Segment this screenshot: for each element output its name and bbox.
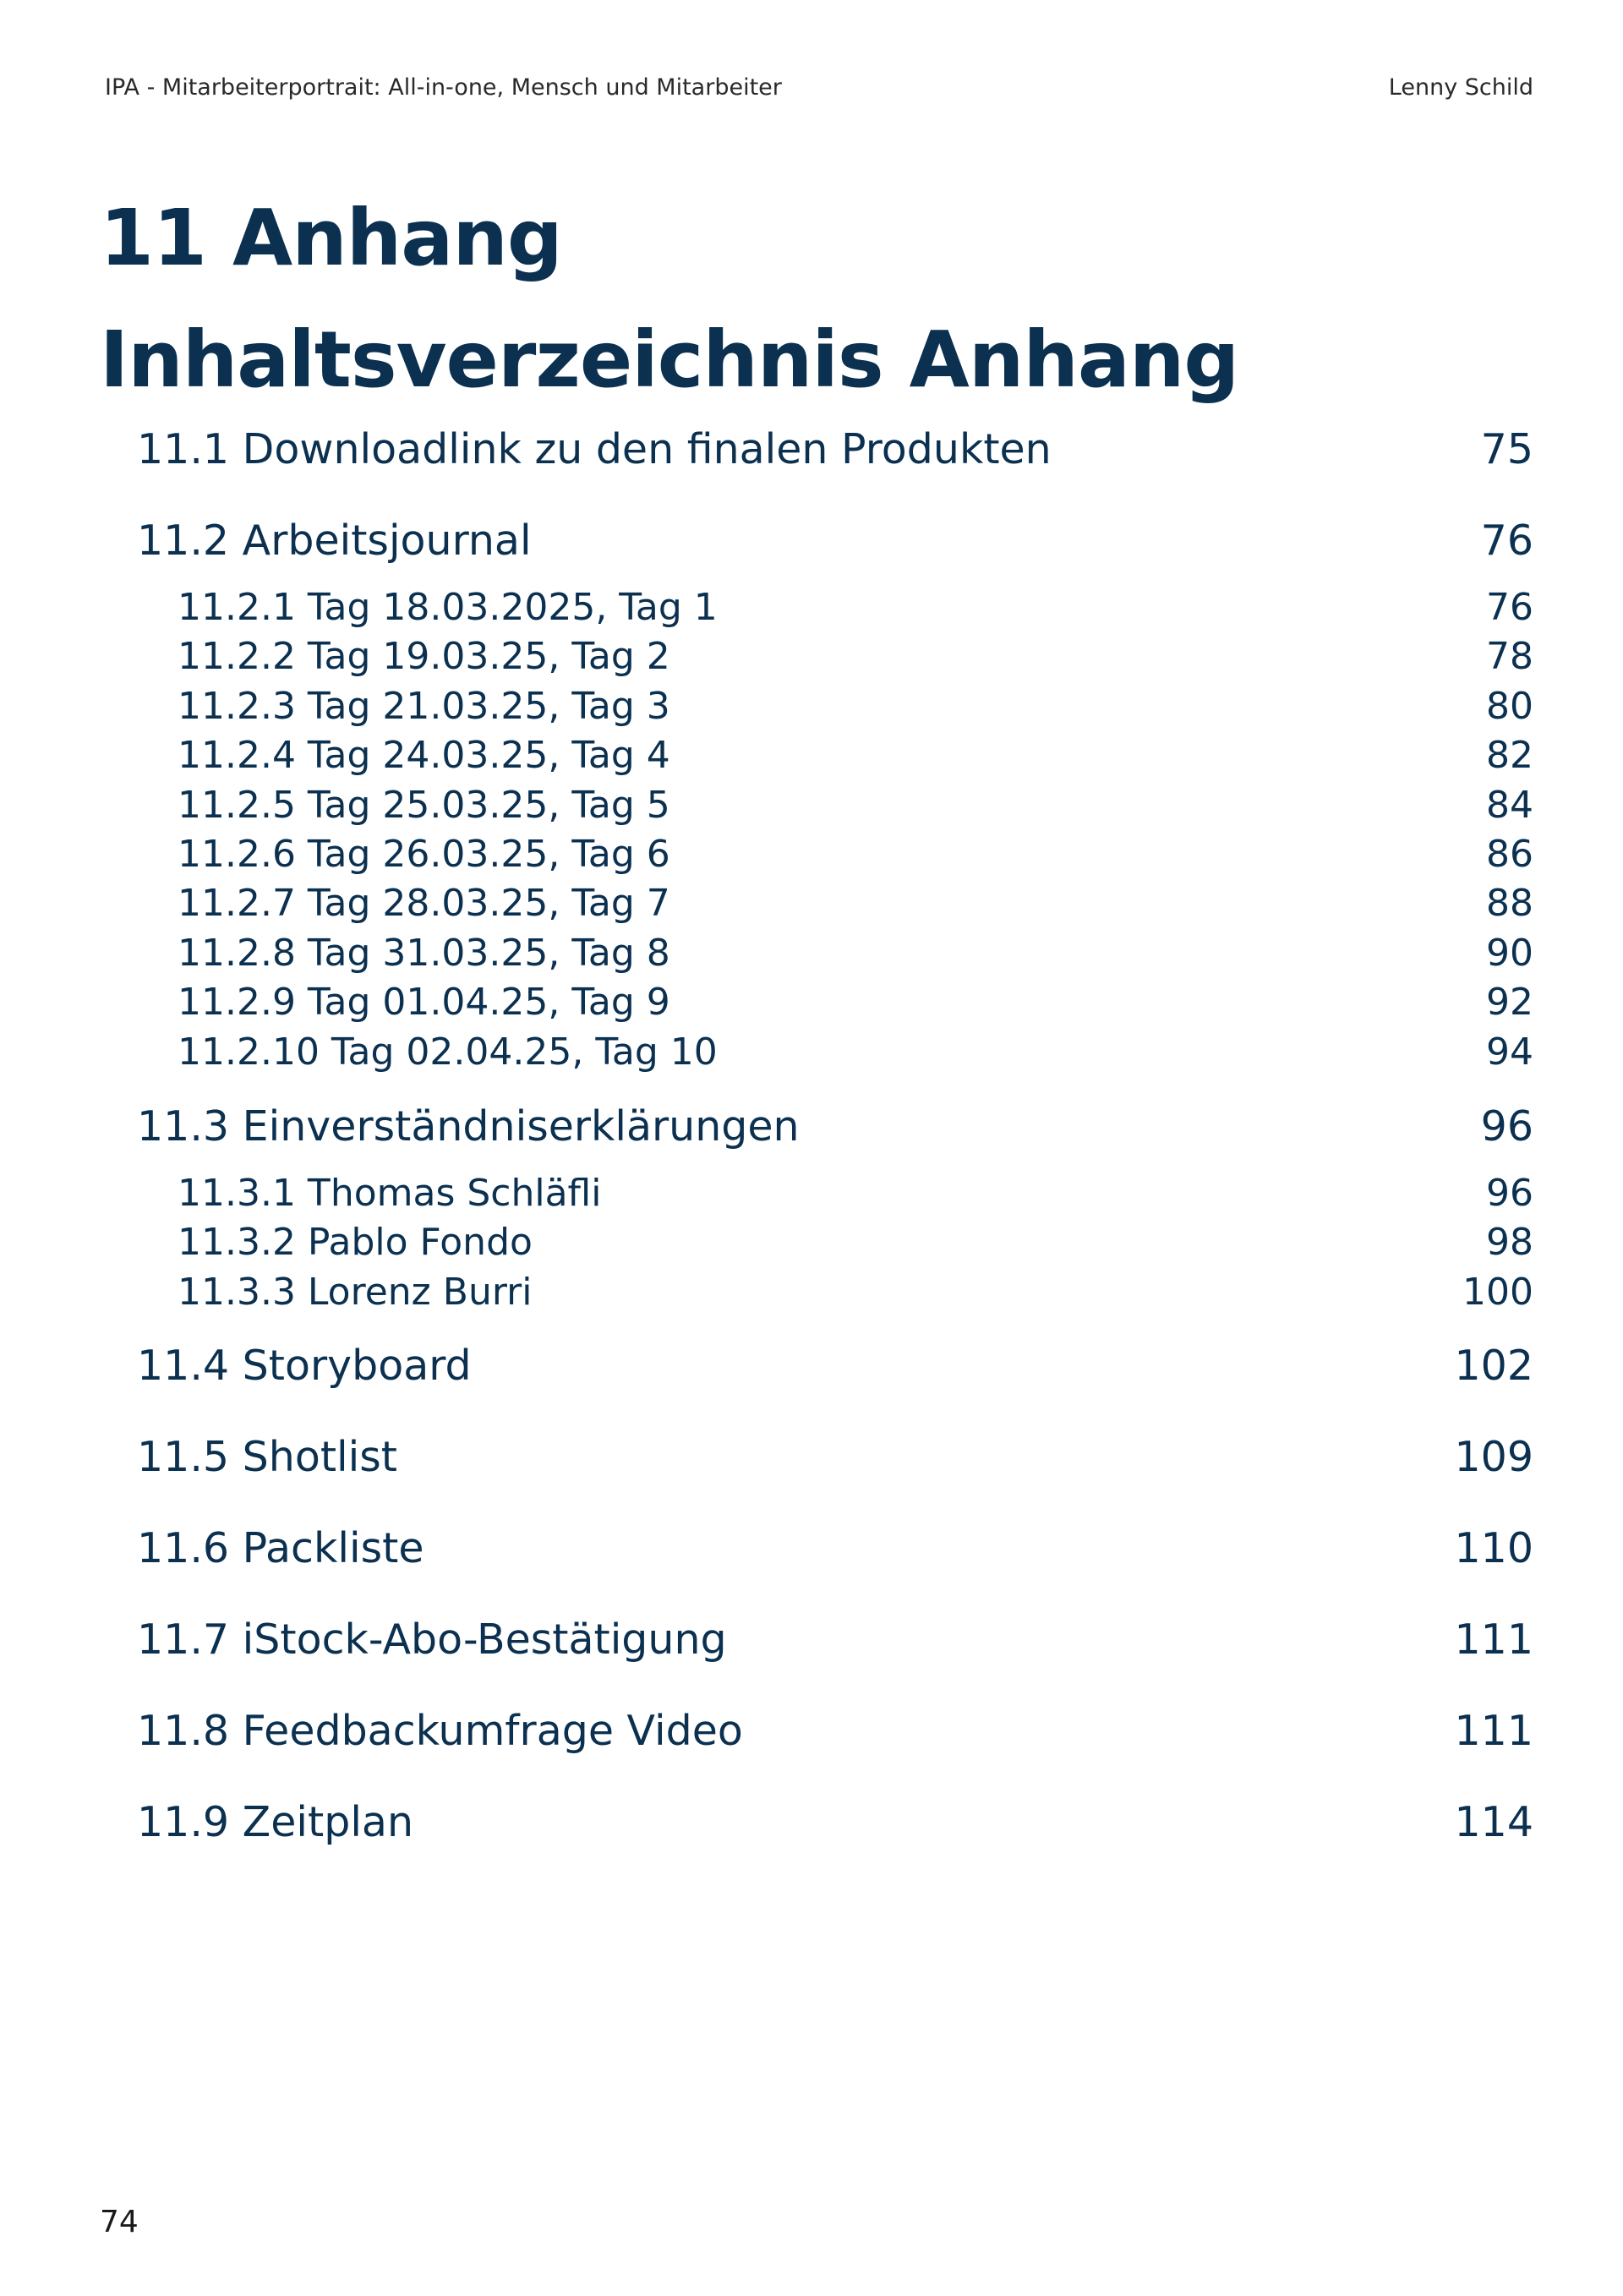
chapter-heading: 11 Anhang (100, 193, 562, 283)
toc-entry-text: 11.4 Storyboard (137, 1342, 472, 1390)
toc-entry[interactable] (178, 585, 1533, 631)
toc-entry[interactable] (137, 1523, 1533, 1574)
toc-entry-text: 11.2.2 Tag 19.03.25, Tag 2 (178, 635, 670, 678)
author-name: Lenny Schild (1388, 74, 1533, 101)
toc-page-number: 111 (1454, 1615, 1533, 1664)
toc-page-number: 82 (1486, 734, 1533, 777)
toc-heading: Inhaltsverzeichnis Anhang (100, 314, 1239, 405)
toc-entry[interactable] (178, 1270, 1533, 1315)
toc-entry-text: 11.2.1 Tag 18.03.2025, Tag 1 (178, 586, 718, 629)
toc-entry-text: 11.2.3 Tag 21.03.25, Tag 3 (178, 685, 670, 728)
toc-entry[interactable] (178, 783, 1533, 828)
toc-entry-text: 11.2.9 Tag 01.04.25, Tag 9 (178, 981, 670, 1024)
toc-entry[interactable] (137, 1706, 1533, 1757)
toc-entry[interactable] (178, 684, 1533, 730)
toc-entry[interactable] (137, 1615, 1533, 1665)
toc-page-number: 90 (1486, 932, 1533, 975)
page-header (105, 74, 1533, 107)
toc-entry[interactable] (178, 931, 1533, 976)
toc-page-number: 96 (1486, 1172, 1533, 1215)
toc-entry[interactable] (178, 832, 1533, 877)
toc-entry[interactable] (137, 1341, 1533, 1391)
toc-entry-text: 11.9 Zeitplan (137, 1798, 414, 1846)
toc-entry[interactable] (178, 733, 1533, 779)
toc-page-number: 114 (1454, 1798, 1533, 1846)
toc-page-number: 86 (1486, 833, 1533, 876)
toc-entry-text: 11.5 Shotlist (137, 1433, 397, 1481)
toc-entry-text: 11.3 Einverständniserklärungen (137, 1102, 800, 1151)
toc-entry-text: 11.2.4 Tag 24.03.25, Tag 4 (178, 734, 670, 777)
toc-page-number: 78 (1486, 635, 1533, 678)
toc-entry-text: 11.2.6 Tag 26.03.25, Tag 6 (178, 833, 670, 876)
toc-entry-text: 11.3.3 Lorenz Burri (178, 1271, 533, 1314)
toc-entry[interactable] (178, 634, 1533, 680)
toc-entry-text: 11.2.8 Tag 31.03.25, Tag 8 (178, 932, 670, 975)
toc-page-number: 98 (1486, 1221, 1533, 1264)
toc-entry[interactable] (137, 1432, 1533, 1483)
toc-entry-text: 11.6 Packliste (137, 1524, 424, 1572)
toc-page-number: 100 (1462, 1271, 1533, 1314)
toc-page-number: 88 (1486, 882, 1533, 925)
toc-page-number: 75 (1480, 425, 1533, 473)
toc-entry-text: 11.2.7 Tag 28.03.25, Tag 7 (178, 882, 670, 925)
toc-entry-text: 11.1 Downloadlink zu den finalen Produkten (137, 425, 1052, 473)
toc-page-number: 111 (1454, 1707, 1533, 1755)
toc-entry[interactable] (137, 1797, 1533, 1848)
toc-entry-text: 11.2.10 Tag 02.04.25, Tag 10 (178, 1030, 718, 1074)
toc-entry[interactable] (137, 1102, 1533, 1152)
toc-page-number: 96 (1480, 1102, 1533, 1151)
toc-entry[interactable] (178, 980, 1533, 1025)
toc-page-number: 109 (1454, 1433, 1533, 1481)
page-number: 74 (100, 2205, 139, 2239)
toc-page-number: 80 (1486, 685, 1533, 728)
toc-page-number: 92 (1486, 981, 1533, 1024)
toc-entry-text: 11.7 iStock-Abo-Bestätigung (137, 1615, 727, 1664)
toc-page-number: 94 (1486, 1030, 1533, 1074)
toc-page-number: 76 (1480, 517, 1533, 565)
toc-entry[interactable] (178, 1030, 1533, 1075)
toc-entry-text: 11.3.1 Thomas Schläfli (178, 1172, 602, 1215)
toc-page-number: 110 (1454, 1524, 1533, 1572)
toc-entry-text: 11.3.2 Pablo Fondo (178, 1221, 533, 1264)
toc-entry-text: 11.2.5 Tag 25.03.25, Tag 5 (178, 784, 670, 827)
toc-page-number: 76 (1486, 586, 1533, 629)
toc-entry-text: 11.8 Feedbackumfrage Video (137, 1707, 743, 1755)
toc-entry[interactable] (137, 424, 1533, 475)
toc-entry[interactable] (178, 881, 1533, 927)
document-title: IPA - Mitarbeiterportrait: All-in-one, Mensch und Mitarbeiter (105, 74, 782, 101)
toc-page-number: 102 (1454, 1342, 1533, 1390)
toc-entry[interactable] (137, 516, 1533, 566)
toc-entry[interactable] (178, 1171, 1533, 1216)
toc-entry-text: 11.2 Arbeitsjournal (137, 517, 532, 565)
toc-page-number: 84 (1486, 784, 1533, 827)
toc-entry[interactable] (178, 1220, 1533, 1266)
